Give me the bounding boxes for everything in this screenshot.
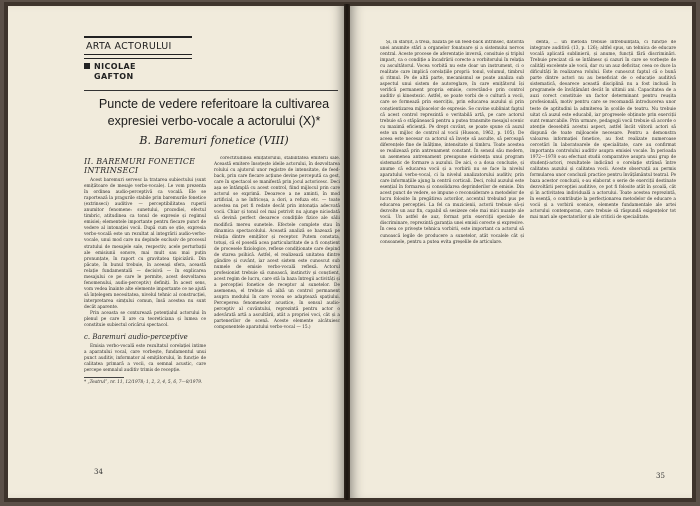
book-spread <box>4 2 696 502</box>
author-last-name: GAFTON <box>94 72 134 81</box>
right-column-2 <box>530 40 676 470</box>
right-column-1 <box>380 40 524 470</box>
paragraph: Emisia verbo-vocală este rezultatul corelației intime a aparatului vocal, care vorbește, fundamentul unui punct auditiv, informator al emițătorului, în funcție de calitatea primară a vocii, ca semnal acustic, care percepe semnalul auditiv trimis de recepție. <box>84 344 206 374</box>
author-block <box>84 58 192 82</box>
author-first-name-text: NICOLAE <box>94 62 136 71</box>
page-number: 34 <box>94 468 103 476</box>
section-heading: II. BAREMURI FONETICE INTRINSECI <box>84 157 196 175</box>
author-first-name <box>84 62 192 72</box>
footnote-rule <box>84 377 124 378</box>
article-title: Puncte de vedere referitoare la cultivarea expresiei verbo-vocale a actorului (X)* <box>98 97 330 128</box>
paragraph: Acest baremuri servesc la tratarea subiectului (sunt emițătoare de mesaje verbo-vocale). Le vom prezenta în ordinea audio-perceptivă ca vocală. Ele se raportează la pragurile stabile prin baremurile fonetice (extrinseci) auditive — perceptibilitatea ruperii anumitor fenomene: sunetului, prozodiei, efectul timbric, atitudinea ca tonul de expresie și regimul emisiei; elementele importante pentru fiecare punct de vedere al intonației vocii. După cum se știe, expresia verbo-vocală este un rezultat al integrării audio-verbo-vocale, unui mod care nu depinde exclusiv de procesul stratului de mesajele sale, respectiv, acele perturbații ale emisiunii sonore, mai mult sau mai puțin pronunțate, în raport cu gravitatea tipicizării. Din păcate, în bunul trebuie, în aceeași sfera, această relație fundamentală — decisivă — în explicarea mesajului ce pe care le permite, acest dezvoltarea fenomenului, audio-perceptiv) definiți. În acest sens, vom vedea înainte alte elemente importante ce ne ajută să înțelegem necesitatea, nivelul tehnic al construcției, interpretarea simțului comun, însă acestea nu sunt decât aparente. <box>84 178 206 310</box>
paragraph: corectitudinea emițătorului, stabilitatea emiterii sale. Această emitere însoțește ideile actorului, în dezvoltarea rolului cu ajutorul unor registre de intensitate, de feed-back, prin care fiecare acțiune devine percepută ca gest, care în spectacol se manifestă prin jocul actoricesc. Deci așa se întâmplă cu acest control, fiind mijlocul prin care actorul se exprimă. Deoarece a ne aminti, în mod artificial, a ne înfricoșa, a dori, a refuza etc. — toate acestea nu pot fi redate decât prin intonația adecvată vocii. Chiar și tonul cel mai potrivit nu ajunge niciodată să devină perfect deoarece condițiile fizice ale sălii modifică mereu sunetele. Efectele complete stau în dinamica spectacolului. Această analiză se bazează pe relația dintre emițător și receptor. Putem constata, totuși, că el posedă acea particularitate de a fi conștient de procesele fiziologice, reflexe condiționate care depind de starea psihică. Astfel, el realizează unitatea dintre gândire și cuvânt, iar acest sistem este cunoscut sub numele de emisie verbo-vocală reflexă. Actorul profesionist trebuie să cunoască, instinctiv și conștient, acest regim de lucru, care stă la baza întregii activități și a percepției fonetice de receptor al sunetelor. De asemenea, el trebuie să aibă un control permanent asupra modului în care vocea se adaptează spațiului. Perceperea fenomenelor acustice, în sensul audio-perceptiv al cuvântului, reprezintă pentru actor o adevărată artă a ascultării, atât a propriei voci, cât și a partenerilor de scenă. Aceste elemente alcătuiesc componentele aparatului verbo-vocal — 15.) <box>214 156 340 331</box>
subsection-heading: c. Baremuri audio-perceptive <box>84 333 188 342</box>
page-number: 35 <box>656 472 665 480</box>
paragraph: Prin aceasta se conturează potențialul actorului în plenul pe care îl are ca teoreticiana și lumea ce constituie subiectul oricărui spectacol. <box>84 311 206 329</box>
article-subtitle: B. Baremuri fonetice (VIII) <box>139 134 289 147</box>
footnote: * „Teatrul”, nr. 11, 12/1978; 1, 2, 3, 4, 5, 6, 7—8/1979. <box>84 380 203 386</box>
left-column-2 <box>214 156 340 484</box>
right-page <box>350 6 692 498</box>
paragraph: dentă, ... un metodă trebuie întrebuințată, ci funcție de integrare auditivă (13, p. 126); altfel spus, un tehnica de educare vocală aplicată sublinierii, și anume, funcții fără discriminări. Trebuie precizat că se întâlnesc și cazuri în care se vorbește de calități excelente ale vocii, dar cu un auz deficitar, ceea ce duce la dificultăți în realizarea rolului. Este cunoscut faptul că o bună parte dintre actori nu au beneficiat de o educație auditivă sistematică, deoarece această disciplină nu a fost inclusă în programele de învățământ decât în ultimii ani. Capacitatea de a auzi corect constituie un factor determinant pentru reușita profesională, motiv pentru care se recomandă introducerea unor teste de aptitudini la admiterea în școlile de teatru. Nu trebuie uitat că auzul este educabil, iar progresele obținute prin exerciții sunt remarcabile. Prin urmare, pedagogii vocii trebuie să acorde o atenție deosebită acestui aspect, astfel încât viitorii actori să dispună de toate mijloacele necesare. Pentru a demonstra valoarea informației fonetice, au fost realizate numeroase cercetări în laboratoarele de specialitate, care au confirmat importanța controlului auditiv asupra emisiei vocale. În perioada 1972—1978 s-au efectuat studii comparative asupra unui grup de studenți-actori, rezultatele indicând o corelație strânsă între calitatea auzului și calitatea vocii. Aceste observații au permis formularea unor concluzii practice pentru învățământul teatral. Pe baza acestor concluzii, s-au elaborat o serie de exerciții destinate dezvoltării percepției auditive, ce pot fi folosite atât în școală, cât și în activitatea individuală a actorului. Toate acestea reprezintă, în esență, o contribuție la perfecționarea metodelor de educare a vocii și a vorbirii scenice, elemente fundamentale ale artei actorului contemporan, care trebuie să răspundă exigențelor tot mai mari ale spectatorilor și ale criticii de specialitate. <box>530 40 676 221</box>
paragraph: Și, în sfârșit, a treia, bazată pe un feed-back intrinsec, datorită unei anumite stări a organelor fonatoare și a sistemului nervos central. Aceste procese de aferentație inversă, consituie și triplul impact, ca o condiție a încadrării corecte a vorbitorului în relația cu ascultătorul. Vocea vorbită nu este doar un instrument, ci o realitate care implică corelațiile proprii: tonul, volumul, timbrul și ritmul. Pe de altă parte, mecanismul se poate analiza sub aspectul unui sistem de autoreglare, în care emițătorul își verifică permanent propria emisie, corectând-o prin control auditiv și kinestezic. Astfel, se poate vorbi de o cultură a vocii, care se formează prin exercițiu, prin educarea auzului și prin conștientizarea mijloacelor de expresie. Se cuvine subliniat faptul că acest control reprezintă o veritabilă artă, pe care actorul trebuie să o stăpânească pentru a putea transmite mesajul scenic cu maximă eficiență. Pe drept cuvânt, se poate spune că auzul este un mijloc de control al vocii (Husson, 1962, p. 105). De aceea este necesar ca actorul să învețe să asculte, să perceapă diferențele fine de înălțime, intensitate și timbru. Toate acestea se realizează prin antrenament constant. În sensul său modern, un asemenea antrenament presupune existența unui program sistematic de formare a auzului. De aici, o a doua concluzie, și anume că educarea vocii și a vorbirii nu se face la nivelul aparatului verbo-vocal, ci la nivelul analizatorului auditiv, prin care informațiile ajung la centrii corticali. Deci, rolul auzului este esențial în formarea și consolidarea deprinderilor de emisie. Din acest punct de vedere, se impune o reconsiderare a metodelor de lucru folosite în pregătirea actorilor, accentul trebuind pus pe educarea percepției. La fel ca muzicienii, actorii trebuie să-și dezvolte un auz fin, capabil să sesizeze cele mai mici nuanțe ale vocii. Un astfel de auz, format prin exerciții speciale de discriminare, reprezintă garanția unei emisii corecte și expresive. În ceea ce privește tehnica vorbirii, este important ca actorul să cunoască legile de producere a sunetelor, atât vocalele cât și consoanele, pentru a putea evita greșelile de articulare. <box>380 40 524 245</box>
square-bullet-icon <box>84 63 90 69</box>
title-rule <box>84 90 338 91</box>
left-column-1 <box>84 156 206 486</box>
section-rubric: ARTA ACTORULUI <box>84 36 192 55</box>
left-page <box>8 6 344 498</box>
